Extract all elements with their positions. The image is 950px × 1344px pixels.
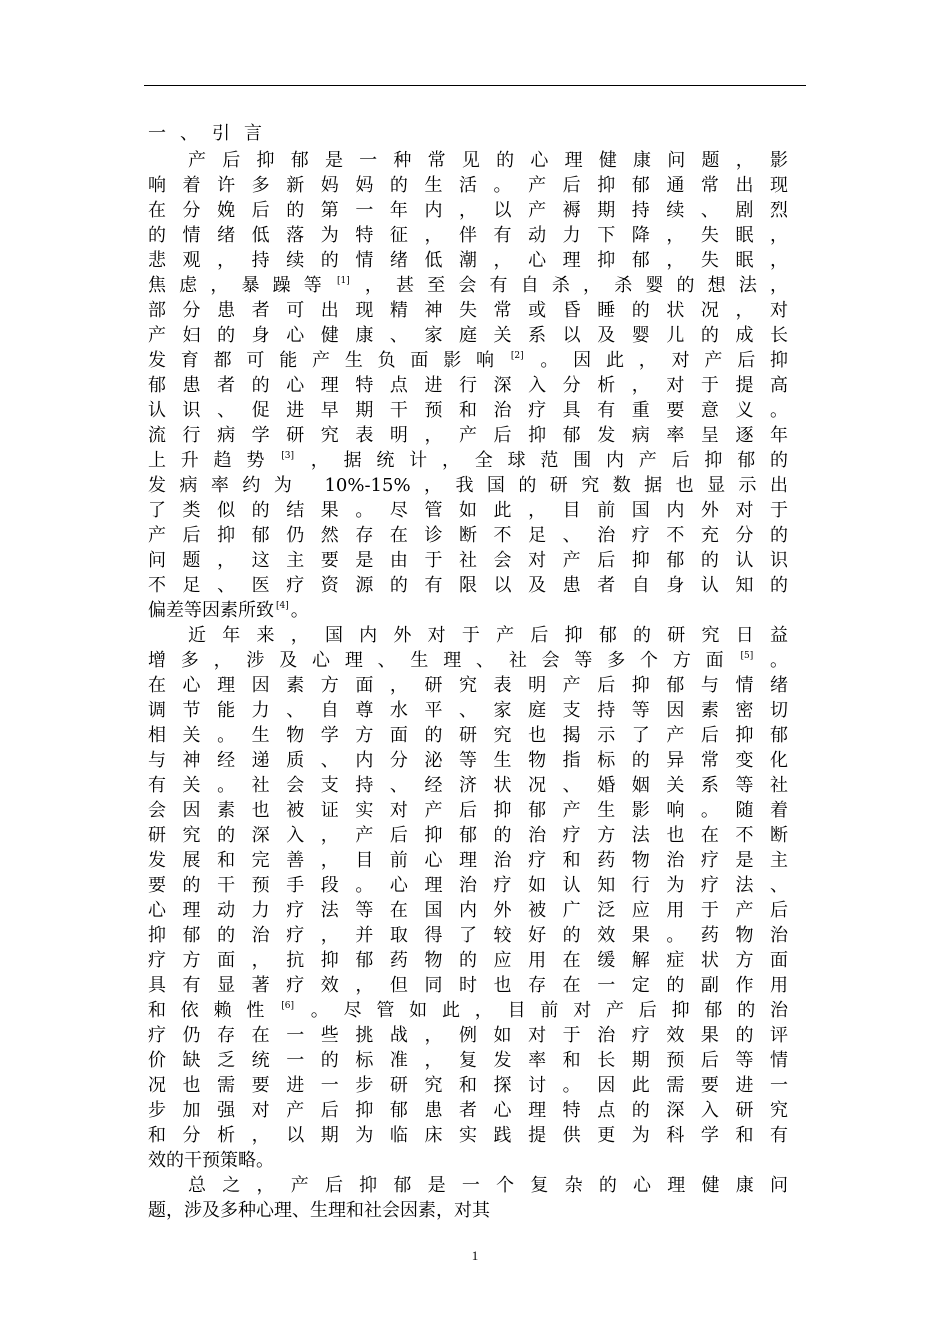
text-run: 产后抑郁仍然存在诊断不足、治疗不充分的: [148, 525, 788, 546]
paragraphs: [148, 148, 808, 1223]
section-heading: 一、引言: [148, 123, 276, 144]
text-line: [148, 1148, 808, 1173]
text-run: 和分析，以期为临床实践提供更为科学和有: [148, 1125, 788, 1146]
text-line: [148, 398, 808, 423]
text-run: 和依赖性: [148, 1000, 280, 1021]
text-run: 产后抑郁是一种常见的心理健康问题，影: [188, 150, 788, 171]
text-run: 疗仍存在一些挑战，例如对于治疗效果的评: [148, 1025, 788, 1046]
text-run: 心理动力疗法等在国内外被广泛应用于产后: [148, 900, 788, 921]
text-run: ，据统计，全球范围内产后抑郁的: [295, 450, 789, 471]
text-run: 。: [290, 600, 309, 621]
text-run: 不足、医疗资源的有限以及患者自身认知的: [148, 575, 788, 596]
text-line: [148, 823, 808, 848]
text-line: [148, 323, 808, 348]
text-line: [148, 723, 808, 748]
text-line-content: [148, 823, 788, 848]
text-run: 要的干预手段。心理治疗如认知行为疗法、: [148, 875, 788, 896]
text-line: [148, 173, 808, 198]
text-line: [148, 798, 808, 823]
text-run: 在分娩后的第一年内，以产褥期持续、剧烈: [148, 200, 788, 221]
text-run: 发病率约为 10%-15%，我国的研究数据也显示出: [148, 475, 788, 496]
text-line: [148, 748, 808, 773]
text-line-content: [148, 323, 788, 348]
text-run: 价缺乏统一的标准，复发率和长期预后等情: [148, 1050, 788, 1071]
citation-marker: [4]: [276, 601, 289, 611]
text-line-content: [148, 923, 788, 948]
text-run: 。尽管如此，目前对产后抑郁的治: [295, 1000, 789, 1021]
text-line-content: [148, 573, 788, 598]
text-line-content: [148, 1198, 788, 1223]
text-line: [148, 923, 808, 948]
text-line: [148, 698, 808, 723]
text-run: 了类似的结果。尽管如此，目前国内外对于: [148, 500, 788, 521]
text-run: 发育都可能产生负面影响: [148, 350, 509, 371]
text-line: [148, 673, 808, 698]
text-line-content: [148, 198, 788, 223]
text-run: 。: [755, 650, 789, 671]
text-run: 况也需要进一步研究和探讨。因此需要进一: [148, 1075, 788, 1096]
text-line: [148, 448, 808, 473]
text-line-content: [148, 523, 788, 548]
text-run: 增多，涉及心理、生理、社会等多个方面: [148, 650, 739, 671]
text-run: 发展和完善，目前心理治疗和药物治疗是主: [148, 850, 788, 871]
text-line: [148, 473, 808, 498]
document-body: [148, 120, 808, 1223]
text-line: [148, 998, 808, 1023]
text-line-content: [148, 1048, 788, 1073]
text-line-content: [148, 173, 788, 198]
text-line-content: [188, 1173, 788, 1198]
text-line: [148, 1173, 808, 1198]
text-line-content: [148, 898, 788, 923]
text-run: 相关。生物学方面的研究也揭示了产后抑郁: [148, 725, 788, 746]
text-run: 偏差等因素所致: [148, 600, 274, 621]
text-run: 流行病学研究表明，产后抑郁发病率呈逐年: [148, 425, 788, 446]
text-line: [148, 148, 808, 173]
text-run: 近年来，国内外对于产后抑郁的研究日益: [188, 625, 788, 646]
header-rule: [144, 85, 806, 86]
text-line: [148, 973, 808, 998]
paragraph: [148, 148, 808, 623]
text-line: [148, 948, 808, 973]
text-run: 具有显著疗效，但同时也存在一定的副作用: [148, 975, 788, 996]
text-line-content: [148, 548, 788, 573]
text-run: 响着许多新妈妈的生活。产后抑郁通常出现: [148, 175, 788, 196]
citation-marker: [2]: [510, 351, 524, 361]
text-line: [148, 623, 808, 648]
text-line-content: [148, 698, 788, 723]
citation-marker: [6]: [281, 1001, 294, 1011]
text-line-content: [148, 873, 788, 898]
text-line-content: [148, 673, 788, 698]
text-line: [148, 348, 808, 373]
text-run: 问题，这主要是由于社会对产后抑郁的认识: [148, 550, 788, 571]
text-line-content: [148, 998, 788, 1023]
text-run: 部分患者可出现精神失常或昏睡的状况，对: [148, 300, 788, 321]
text-line: [148, 273, 808, 298]
text-line: [148, 1123, 808, 1148]
text-line-content: [148, 223, 788, 248]
text-line-content: [148, 948, 788, 973]
text-line-content: [148, 448, 788, 473]
text-line: [148, 198, 808, 223]
text-run: 上升趋势: [148, 450, 280, 471]
text-run: 效的干预策略。: [148, 1150, 274, 1171]
text-line-content: [148, 1098, 788, 1123]
text-line-content: [188, 623, 788, 648]
text-run: 悲观，持续的情绪低潮，心理抑郁，失眠，: [148, 250, 788, 271]
text-line: [148, 573, 808, 598]
text-line-content: [148, 348, 788, 373]
text-line: [148, 898, 808, 923]
text-line: [148, 373, 808, 398]
text-line-content: [148, 1073, 788, 1098]
text-run: 总之，产后抑郁是一个复杂的心理健康问: [188, 1175, 788, 1196]
text-run: 焦虑，暴躁等: [148, 275, 335, 296]
text-run: 题，涉及多种心理、生理和社会因素，对其: [148, 1200, 490, 1221]
text-line: [148, 848, 808, 873]
text-line-content: [148, 773, 788, 798]
text-line: [148, 498, 808, 523]
text-line: [148, 648, 808, 673]
text-run: 疗方面，抗抑郁药物的应用在缓解症状方面: [148, 950, 788, 971]
page-number: 1: [471, 1248, 479, 1263]
text-line-content: [188, 148, 788, 173]
text-line-content: [148, 748, 788, 773]
paragraph: [148, 623, 808, 1173]
paragraph: [148, 1173, 808, 1223]
text-line-content: [148, 1023, 788, 1048]
text-run: 的情绪低落为特征，伴有动力下降，失眠，: [148, 225, 788, 246]
text-line: [148, 1098, 808, 1123]
text-line: [148, 1073, 808, 1098]
text-line: [148, 248, 808, 273]
text-line-content: [148, 973, 788, 998]
text-run: 产妇的身心健康、家庭关系以及婴儿的成长: [148, 325, 788, 346]
text-line-content: [148, 598, 788, 623]
text-line-content: [148, 273, 788, 298]
text-run: ，甚至会有自杀，杀婴的想法，: [351, 275, 789, 296]
text-line-content: [148, 723, 788, 748]
text-run: 抑郁的治疗，并取得了较好的效果。药物治: [148, 925, 788, 946]
text-line: [148, 223, 808, 248]
text-run: 。因此，对产后抑: [525, 350, 788, 371]
text-line-content: [148, 423, 788, 448]
text-line: [148, 1048, 808, 1073]
text-line-content: [148, 398, 788, 423]
text-run: 郁患者的心理特点进行深入分析，对于提高: [148, 375, 788, 396]
text-line: [148, 873, 808, 898]
text-line-content: [148, 848, 788, 873]
text-line-content: [148, 798, 788, 823]
text-line: [148, 773, 808, 798]
text-run: 与神经递质、内分泌等生物指标的异常变化: [148, 750, 788, 771]
citation-marker: [5]: [740, 651, 754, 661]
text-line: [148, 298, 808, 323]
text-run: 认识、促进早期干预和治疗具有重要意义。: [148, 400, 788, 421]
text-line: [148, 598, 808, 623]
text-line: [148, 423, 808, 448]
text-line-content: [148, 473, 788, 498]
text-run: 调节能力、自尊水平、家庭支持等因素密切: [148, 700, 788, 721]
text-line-content: [148, 298, 788, 323]
text-line-content: [148, 248, 788, 273]
citation-marker: [1]: [336, 276, 350, 286]
text-run: 步加强对产后抑郁患者心理特点的深入研究: [148, 1100, 788, 1121]
text-line: [148, 1023, 808, 1048]
text-line-content: [148, 1148, 788, 1173]
text-line-content: [148, 373, 788, 398]
citation-marker: [3]: [281, 451, 294, 461]
text-run: 会因素也被证实对产后抑郁产生影响。随着: [148, 800, 788, 821]
text-line-content: [148, 498, 788, 523]
text-run: 研究的深入，产后抑郁的治疗方法也在不断: [148, 825, 788, 846]
text-run: 有关。社会支持、经济状况、婚姻关系等社: [148, 775, 788, 796]
text-line-content: [148, 648, 788, 673]
text-line: [148, 523, 808, 548]
text-line: [148, 1198, 808, 1223]
text-run: 在心理因素方面，研究表明产后抑郁与情绪: [148, 675, 788, 696]
text-line: [148, 548, 808, 573]
text-line-content: [148, 1123, 788, 1148]
